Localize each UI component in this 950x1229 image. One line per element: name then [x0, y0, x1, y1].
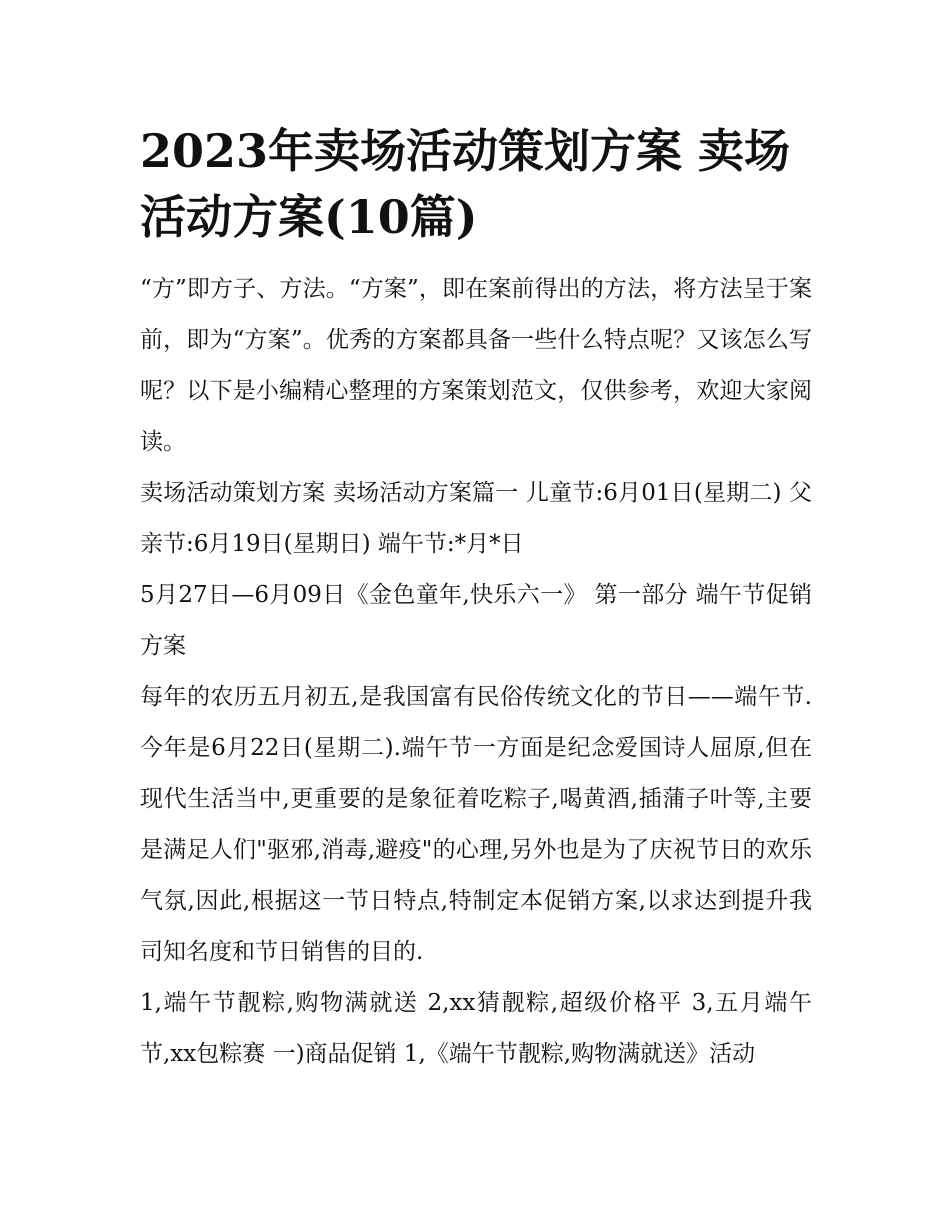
paragraph-campaign: 5月27日—6月09日《金色童年,快乐六一》 第一部分 端午节促销方案	[140, 582, 812, 659]
paragraph-activities: 1,端午节靓粽,购物满就送 2,xx猜靓粽,超级价格平 3,五月端午节,xx包粽赛 一)商品促销 1,《端午节靓粽,购物满就送》活动	[140, 990, 812, 1067]
paragraph-intro: “方”即方子、方法。“方案”，即在案前得出的方法，将方法呈于案前，即为“方案”。优秀的方案都具备一些什么特点呢？又该怎么写呢？以下是小编精心整理的方案策划范文，仅供参考，欢迎大家阅读。	[140, 276, 812, 455]
document-body	[140, 118, 812, 1080]
paragraph-holidays: 卖场活动策划方案 卖场活动方案篇一 儿童节:6月01日(星期二) 父亲节:6月19日(星期日) 端午节:*月*日	[140, 480, 812, 557]
paragraph-background: 每年的农历五月初五,是我国富有民俗传统文化的节日——端午节.今年是6月22日(星期二).端午节一方面是纪念爱国诗人屈原,但在现代生活当中,更重要的是象征着吃粽子,喝黄酒,插蒲子叶等,主要是满足人们"驱邪,消毒,避疫"的心理,另外也是为了庆祝节日的欢乐气氛,因此,根据这一节日特点,特制定本促销方案,以求达到提升我司知名度和节日销售的目的.	[140, 684, 812, 965]
document-title: 2023年卖场活动策划方案 卖场活动方案(10篇)	[140, 124, 791, 244]
